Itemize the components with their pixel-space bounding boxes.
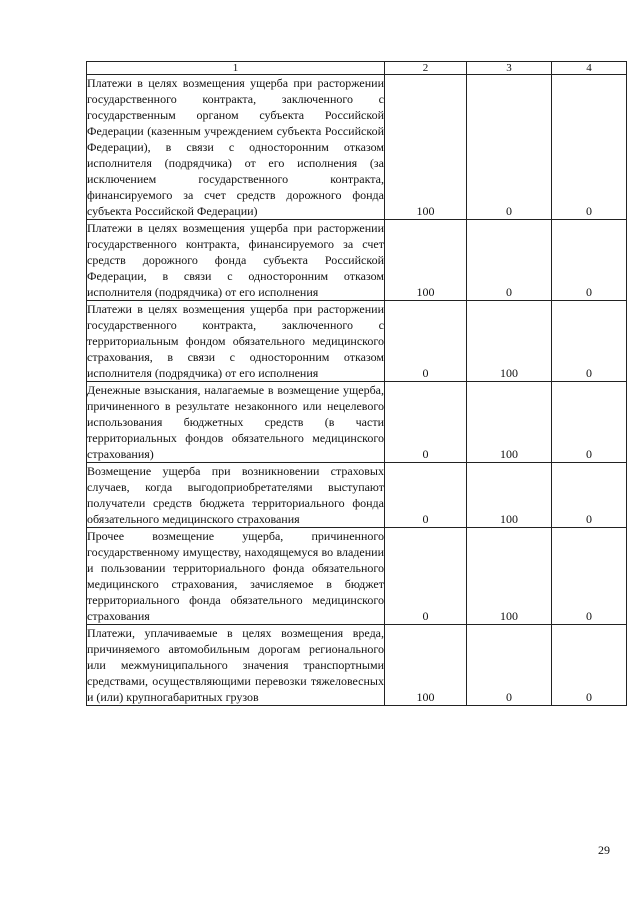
column-3-value: 0 bbox=[467, 625, 552, 706]
payment-description bbox=[87, 463, 385, 528]
column-4-value: 0 bbox=[552, 220, 627, 301]
budget-allocation-table bbox=[86, 61, 627, 706]
payment-description-text: Платежи в целях возмещения ущерба при расторжении государственного контракта, заключенного с государственным органом субъекта Российской Федерации (казенным учреждением субъекта Российской Федерации), в связи с односторонним отказом исполнителя (подрядчика) от его исполнения (за исключением государственного контракта, финансируемого за счет средств дорожного фонда субъекта Российской Федерации) bbox=[87, 76, 384, 218]
column-3-value: 0 bbox=[467, 75, 552, 220]
page-number: 29 bbox=[598, 843, 610, 857]
column-header-4: 4 bbox=[552, 62, 627, 75]
column-4-value: 0 bbox=[552, 625, 627, 706]
column-2-value: 0 bbox=[385, 382, 467, 463]
table-row bbox=[87, 463, 627, 528]
column-4-value: 0 bbox=[552, 463, 627, 528]
table-row bbox=[87, 220, 627, 301]
column-2-value: 0 bbox=[385, 463, 467, 528]
payment-description bbox=[87, 528, 385, 625]
table-row bbox=[87, 75, 627, 220]
column-3-value: 100 bbox=[467, 382, 552, 463]
payment-description-text: Платежи, уплачиваемые в целях возмещения вреда, причиняемого автомобильным дорогам регионального или межмуниципального значения транспортными средствами, осуществляющими перевозки тяжеловесных и (или) крупногабаритных грузов bbox=[87, 626, 384, 704]
table-row bbox=[87, 528, 627, 625]
budget-allocation-table-page bbox=[86, 61, 626, 825]
column-2-value: 100 bbox=[385, 75, 467, 220]
column-2-value: 0 bbox=[385, 528, 467, 625]
column-4-value: 0 bbox=[552, 528, 627, 625]
column-2-value: 100 bbox=[385, 220, 467, 301]
payment-description-text: Прочее возмещение ущерба, причиненного государственному имуществу, находящемуся во владении и пользовании территориального фонда обязательного медицинского страхования, зачисляемое в бюджет территориального фонда обязательного медицинского страхования bbox=[87, 529, 384, 623]
column-4-value: 0 bbox=[552, 301, 627, 382]
column-header-2: 2 bbox=[385, 62, 467, 75]
payment-description-text: Возмещение ущерба при возникновении страховых случаев, когда выгодоприобретателями выступают получатели средств бюджета территориального фонда обязательного медицинского страхования bbox=[87, 464, 384, 526]
payment-description-text: Платежи в целях возмещения ущерба при расторжении государственного контракта, финансируемого за счет средств дорожного фонда субъекта Российской Федерации, в связи с односторонним отказом исполнителя (подрядчика) от его исполнения bbox=[87, 221, 384, 299]
column-4-value: 0 bbox=[552, 75, 627, 220]
payment-description bbox=[87, 301, 385, 382]
column-3-value: 100 bbox=[467, 528, 552, 625]
table-row bbox=[87, 625, 627, 706]
column-header-1: 1 bbox=[87, 62, 385, 75]
column-4-value: 0 bbox=[552, 382, 627, 463]
header-row bbox=[87, 62, 627, 75]
column-3-value: 100 bbox=[467, 301, 552, 382]
payment-description bbox=[87, 75, 385, 220]
table-row bbox=[87, 301, 627, 382]
payment-description-text: Денежные взыскания, налагаемые в возмещение ущерба, причиненного в результате незаконного или нецелевого использования бюджетных средств (в части территориальных фондов обязательного медицинского страхования) bbox=[87, 383, 384, 461]
table-row bbox=[87, 382, 627, 463]
payment-description bbox=[87, 382, 385, 463]
column-2-value: 0 bbox=[385, 301, 467, 382]
column-header-3: 3 bbox=[467, 62, 552, 75]
payment-description bbox=[87, 220, 385, 301]
payment-description-text: Платежи в целях возмещения ущерба при расторжении государственного контракта, заключенного с территориальным фондом обязательного медицинского страхования, в связи с односторонним отказом исполнителя (подрядчика) от его исполнения bbox=[87, 302, 384, 380]
column-2-value: 100 bbox=[385, 625, 467, 706]
payment-description bbox=[87, 625, 385, 706]
column-3-value: 0 bbox=[467, 220, 552, 301]
column-3-value: 100 bbox=[467, 463, 552, 528]
